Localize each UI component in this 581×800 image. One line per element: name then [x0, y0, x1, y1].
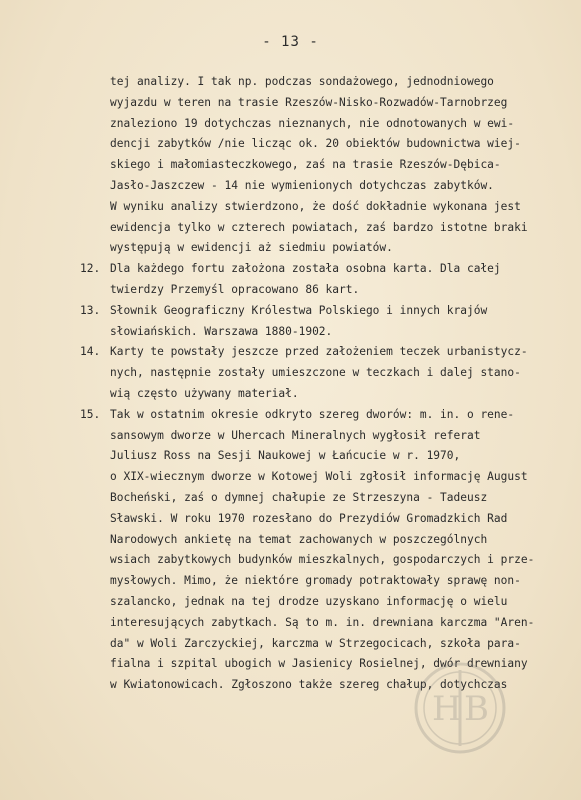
text-line: słowiańskich. Warszawa 1880-1902.	[110, 324, 333, 338]
text-line: Jasło-Jaszczew - 14 nie wymienionych dotychczas zabytków.	[110, 178, 494, 192]
text-line: wsiach zabytkowych budynków mieszkalnych, gospodarczych i prze-	[110, 553, 535, 567]
text-line: Sławski. W roku 1970 rozesłano do Prezydiów Gromadzkich Rad	[110, 511, 508, 525]
text-line: występują w ewidencji aż siedmiu powiatów.	[110, 241, 393, 255]
text-line: Tak w ostatnim okresie odkryto szereg dworów: m. in. o rene-	[110, 407, 515, 421]
text-line: dencji zabytków /nie licząc ok. 20 obiektów budownictwa wiej-	[110, 137, 521, 151]
footnote-14	[80, 342, 565, 404]
footnote-number: 14.	[80, 345, 101, 359]
footnote-number: 12.	[80, 262, 101, 276]
text-line: Bocheński, zaś o dymnej chałupie ze Strzeszyna - Tadeusz	[110, 490, 488, 504]
text-line: interesujących zabytkach. Są to m. in. drewniana karczma "Aren-	[110, 615, 535, 629]
text-line: da" w Woli Zarczyckiej, karczma w Strzegocicach, szkoła para-	[110, 636, 521, 650]
footnote-number: 15.	[80, 407, 101, 421]
text-line: fialna i szpital ubogich w Jasienicy Rosielnej, dwór drewniany	[110, 657, 528, 671]
intro-paragraph	[110, 72, 565, 259]
body-text	[80, 72, 565, 696]
text-line: skiego i małomiasteczkowego, zaś na trasie Rzeszów-Dębica-	[110, 158, 501, 172]
text-line: o XIX-wiecznym dworze w Kotowej Woli zgłosił informację August	[110, 470, 528, 484]
seal-letter-b: B	[464, 689, 489, 729]
footnote-number: 13.	[80, 303, 101, 317]
text-line: Karty te powstały jeszcze przed założeniem teczek urbanistycz-	[110, 345, 528, 359]
footnote-13	[80, 301, 565, 343]
footnote-12	[80, 259, 565, 301]
page-number: - 13 -	[262, 34, 319, 50]
footnote-15	[80, 405, 565, 696]
text-line: sansowym dworze w Uhercach Mineralnych wygłosił referat	[110, 428, 481, 442]
text-line: Juliusz Ross na Sesji Naukowej w Łańcucie w r. 1970,	[110, 449, 461, 463]
text-line: Narodowych ankietę na temat zachowanych w poszczególnych	[110, 532, 488, 546]
library-seal-icon	[412, 660, 508, 756]
text-line: wyjazdu w teren na trasie Rzeszów-Nisko-Rozwadów-Tarnobrzeg	[110, 95, 508, 109]
text-line: tej analizy. I tak np. podczas sondażowego, jednodniowego	[110, 75, 494, 88]
text-line: szalancko, jednak na tej drodze uzyskano informację o wielu	[110, 594, 508, 608]
text-line: ewidencja tylko w czterech powiatach, zaś bardzo istotne braki	[110, 220, 528, 234]
text-line: wią często używany materiał.	[110, 386, 299, 400]
text-line: Słownik Geograficzny Królestwa Polskiego i innych krajów	[110, 303, 488, 317]
text-line: twierdzy Przemyśl opracowano 86 kart.	[110, 282, 360, 296]
text-line: znaleziono 19 dotychczas nieznanych, nie odnotowanych w ewi-	[110, 116, 515, 130]
seal-letter-h: H	[432, 689, 462, 729]
text-line: Dla każdego fortu założona została osobna karta. Dla całej	[110, 262, 501, 276]
text-line: nych, następnie zostały umieszczone w teczkach i dalej stano-	[110, 366, 521, 380]
text-line: mysłowych. Mimo, że niektóre gromady potraktowały sprawę non-	[110, 574, 521, 588]
text-line: W wyniku analizy stwierdzono, że dość dokładnie wykonana jest	[110, 199, 521, 213]
text-line: w Kwiatonowicach. Zgłoszono także szereg chałup, dotychczas	[110, 678, 508, 692]
